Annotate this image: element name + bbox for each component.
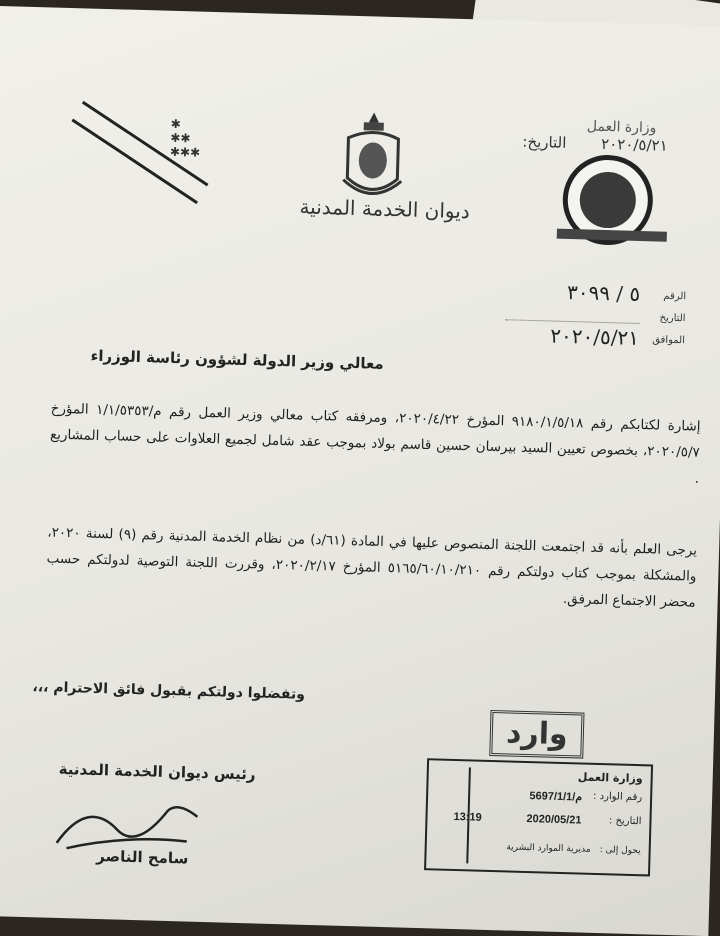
letter-page	[0, 6, 720, 936]
seal-emblem-icon	[579, 171, 637, 229]
letterhead-title: ديوان الخدمة المدنية	[299, 194, 471, 224]
seal-ribbon	[557, 229, 667, 242]
ref-corresponding-row	[475, 325, 686, 353]
top-date-value: ٢٠٢٠/٥/٢١	[600, 134, 668, 155]
ref-number-label: الرقم	[663, 290, 687, 303]
forward-value: مديرية الموارد البشرية	[506, 842, 591, 855]
body-paragraph: يرجى العلم بأنه قد اجتمعت اللجنة المنصوص عليها في المادة (٦١/د) من نظام الخدمة المدنية رقم (٩) لسنة ٢٠٢٠، والمشكلة بموجب كتاب دولتكم رقم ٥١٦٥/٦٠/١٠/٢١٠ المؤرخ ٢٠٢٠/٢/١٧، وقررت اللجنة التوصية لدولتكم حسب محضر الاجتماع المرفق.	[46, 524, 698, 611]
top-date	[522, 133, 668, 155]
ref-corresponding-value: ٢٠٢٠/٥/٢١	[550, 323, 640, 350]
inbound-stamp: وارد	[489, 710, 584, 759]
closing-line: وتفضلوا دولتكم بقبول فائق الاحترام ،،،	[32, 679, 306, 703]
ministry-stamp-text: وزارة العمل	[586, 118, 657, 137]
body-paragraph: إشارة لكتابكم رقم ٩١٨٠/١/٥/١٨ المؤرخ ٢٠٢٠/٤/٢٢، ومرفقه كتاب معالي وزير العمل رقم م/١/١/٥٣٥٣ المؤرخ ٢٠٢٠/٥/٧، بخصوص تعيين السيد بيرسان حسين قاسم بولاد بموجب عقد شامل لجميع العلاوات على حساب المشاريع .	[49, 400, 701, 487]
signatory-name: سامح الناصر	[96, 847, 189, 868]
signatory-title: رئيس ديوان الخدمة المدنية	[58, 759, 256, 784]
stars-icon: ✱ ✱✱ ✱✱✱	[169, 116, 201, 160]
ref-number-value: ٥ / ٣٠٩٩	[566, 279, 641, 306]
forward-label: يحول إلى :	[599, 845, 641, 857]
registry-ministry-text: وزارة العمل	[577, 770, 643, 786]
incoming-label: رقم الوارد :	[592, 790, 643, 804]
top-date-label: التاريخ:	[522, 132, 567, 152]
registry-date-label: التاريخ :	[608, 815, 642, 828]
registry-stamp-box	[424, 758, 653, 876]
registry-date-value: 2020/05/21	[526, 813, 582, 827]
ref-date-label: التاريخ	[659, 312, 686, 325]
royal-crest-icon	[337, 108, 410, 210]
registry-time-value: 13:19	[453, 810, 482, 824]
ref-corresponding-label: الموافق	[652, 334, 686, 347]
diagonal-stamp	[79, 100, 212, 204]
reference-block	[475, 281, 687, 353]
round-seal	[562, 154, 654, 246]
addressee: معالي وزير الدولة لشؤون رئاسة الوزراء	[90, 346, 384, 373]
incoming-value: 5697/1/1/م	[529, 790, 583, 804]
